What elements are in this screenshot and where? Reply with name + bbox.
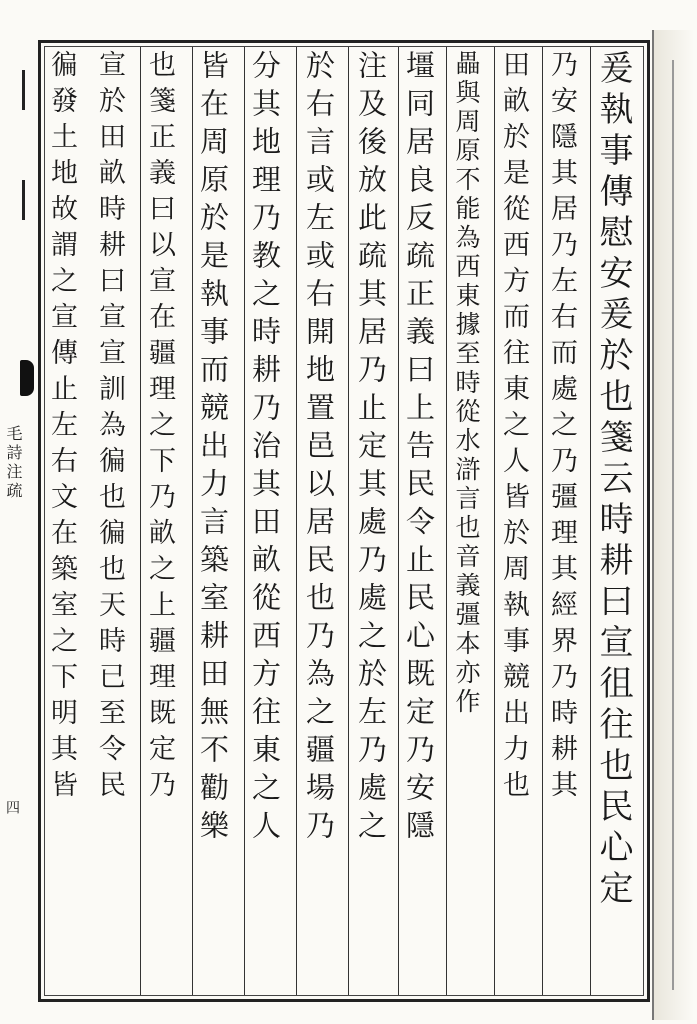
column-rule xyxy=(398,47,399,995)
margin-title: 毛詩注疏 xyxy=(4,425,23,501)
column-rule xyxy=(348,47,349,995)
commentary-column: 壃同居良反疏正義曰上告民令止民心既定乃安隱 xyxy=(402,50,436,848)
column-rule xyxy=(140,47,141,995)
commentary-column: 乃安隱其居乃左右而處之乃彊理其經界乃時耕其 xyxy=(546,50,577,806)
commentary-column: 宣於田畝時耕曰宣宣訓為徧也徧也天時已至令民 xyxy=(94,50,125,806)
commentary-column: 畾與周原不能為西東據至時從水滸言也音義彊本亦作 xyxy=(452,50,481,717)
margin-page-number: 四 xyxy=(4,800,20,816)
column-rule xyxy=(296,47,297,995)
column-rule xyxy=(494,47,495,995)
commentary-column: 徧發土地故謂之宣傳止左右文在築室之下明其皆 xyxy=(46,50,77,806)
commentary-column: 田畝於是從西方而往東之人皆於周執事競出力也 xyxy=(498,50,529,806)
main-text-column: 爰執事傳慰安爰於也箋云時耕曰宣徂往也民心定 xyxy=(593,50,633,911)
commentary-column: 分其地理乃教之時耕乃治其田畝從西方往東之人 xyxy=(248,50,282,848)
left-margin xyxy=(0,40,34,1002)
column-rule xyxy=(446,47,447,995)
commentary-column: 也箋正義曰以宣在疆理之下乃畝之上疆理既定乃 xyxy=(144,50,175,806)
column-rule xyxy=(244,47,245,995)
column-rule xyxy=(192,47,193,995)
column-rule xyxy=(542,47,543,995)
page-edge-line xyxy=(672,60,674,990)
fishtail-mark-icon xyxy=(20,360,34,396)
commentary-column: 於右言或左或右開地置邑以居民也乃為之疆場乃 xyxy=(302,50,336,848)
commentary-column: 皆在周原於是執事而競出力言築室耕田無不勸樂 xyxy=(196,50,230,848)
margin-tick xyxy=(22,180,25,220)
column-rule xyxy=(590,47,591,995)
commentary-column: 注及後放此疏其居乃止定其處乃處之於左乃處之 xyxy=(354,50,388,848)
margin-tick xyxy=(22,70,25,110)
